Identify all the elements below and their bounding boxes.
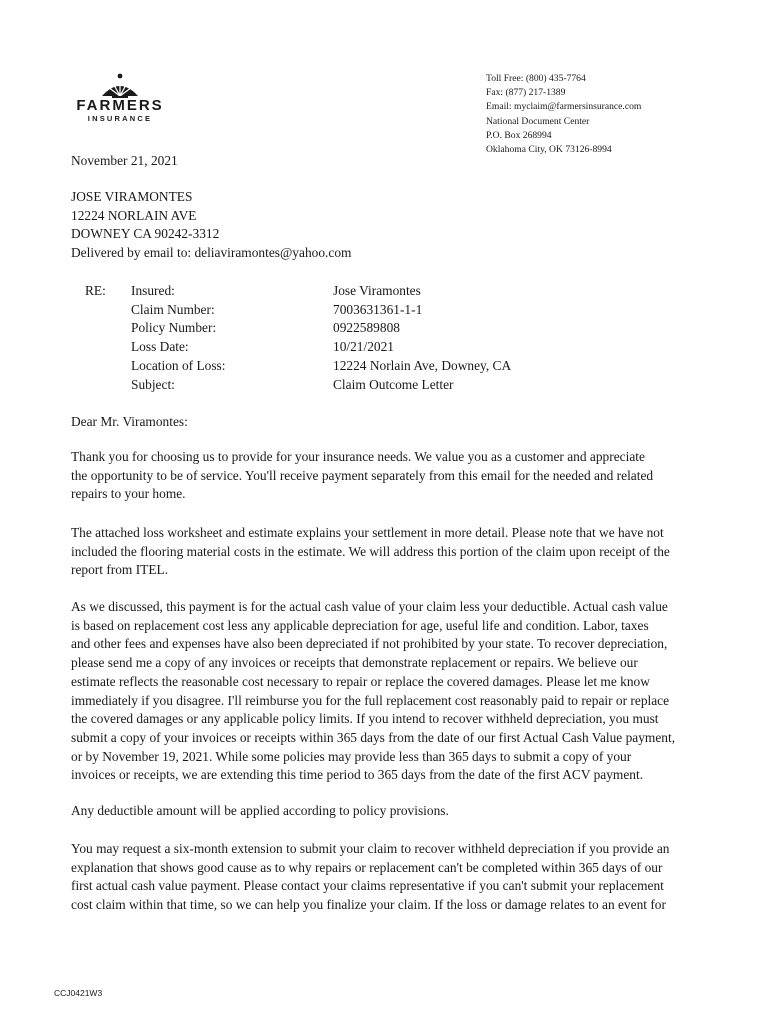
re-value: 12224 Norlain Ave, Downey, CA bbox=[333, 357, 512, 373]
paragraph-extension bbox=[71, 840, 716, 915]
paragraph-line: and other fees and expenses have also been depreciated if not prohibited by your state. To recover depreciation, bbox=[71, 636, 668, 652]
letter-date: November 21, 2021 bbox=[71, 153, 178, 168]
paragraph-line: The attached loss worksheet and estimate explains your settlement in more detail. Please note that we have not bbox=[71, 525, 664, 540]
paragraph-line: estimate reflects the reasonable cost necessary to repair or replace the covered damages. Please let me know bbox=[71, 673, 650, 689]
address-line: Delivered by email to: deliaviramontes@yahoo.com bbox=[71, 245, 352, 261]
paragraph-line: cost claim within that time, so we can help you finalize your claim. If the loss or damage relates to an event for bbox=[71, 897, 666, 913]
paragraph-thank-you bbox=[71, 448, 716, 504]
paragraph-line: report from ITEL. bbox=[71, 562, 169, 578]
re-key: Subject: bbox=[131, 376, 175, 392]
paragraph-line: or by November 19, 2021. While some policies may provide less than 365 days to submit a copy of your bbox=[71, 748, 632, 764]
paragraph-line: the covered damages or any applicable policy limits. If you intend to recover withheld depreciation, you must bbox=[71, 711, 659, 727]
farmers-logo bbox=[70, 72, 170, 124]
re-label: RE: bbox=[85, 283, 106, 298]
logo-wordmark: FARMERS bbox=[76, 97, 164, 114]
re-value: Claim Outcome Letter bbox=[333, 376, 454, 392]
re-value: 10/21/2021 bbox=[333, 339, 395, 355]
re-key: Policy Number: bbox=[131, 320, 217, 336]
contact-line: Fax: (877) 217-1389 bbox=[486, 87, 566, 99]
paragraph-line: the opportunity to be of service. You'll receive payment separately from this email for the needed and related bbox=[71, 467, 654, 483]
paragraph-line: invoices or receipts, we are extending this time period to 365 days from the date of the first ACV payment. bbox=[71, 767, 644, 783]
re-value: 7003631361-1-1 bbox=[333, 301, 423, 317]
paragraph-line: please send me a copy of any invoices or receipts that demonstrate replacement or repairs. We believe our bbox=[71, 655, 638, 671]
recipient-address bbox=[71, 188, 351, 263]
farmers-crest-icon bbox=[98, 72, 142, 98]
re-value: Jose Viramontes bbox=[333, 283, 421, 298]
contact-line: Oklahoma City, OK 73126-8994 bbox=[486, 144, 612, 156]
paragraph-line: immediately if you disagree. I'll reimburse you for the full replacement cost reasonably paid to repair or replace bbox=[71, 692, 670, 708]
paragraph-line: submit a copy of your invoices or receipts within 365 days from the date of our first Actual Cash Value payment, bbox=[71, 729, 676, 745]
contact-line: National Document Center bbox=[486, 115, 590, 127]
paragraph-line: explanation that shows good cause as to why repairs or replacement can't be completed within 365 days of our bbox=[71, 859, 663, 875]
logo-subtitle: INSURANCE bbox=[87, 114, 153, 123]
contact-block bbox=[486, 72, 641, 157]
paragraph-line: Thank you for choosing us to provide for your insurance needs. We value you as a customer and appreciate bbox=[71, 449, 645, 464]
paragraph-line: first actual cash value payment. Please contact your claims representative if you can't submit your replacement bbox=[71, 878, 664, 894]
re-key: Insured: bbox=[131, 283, 175, 298]
contact-line: Email: myclaim@farmersinsurance.com bbox=[486, 101, 642, 113]
contact-line: P.O. Box 268994 bbox=[486, 129, 552, 141]
re-key: Claim Number: bbox=[131, 301, 215, 317]
paragraph-deductible bbox=[71, 802, 716, 821]
re-key: Loss Date: bbox=[131, 339, 189, 355]
re-key: Location of Loss: bbox=[131, 357, 226, 373]
paragraph-line: repairs to your home. bbox=[71, 486, 186, 502]
address-line: 12224 NORLAIN AVE bbox=[71, 207, 197, 223]
paragraph-line: You may request a six-month extension to submit your claim to recover withheld depreciation if you provide an bbox=[71, 841, 670, 856]
address-line: DOWNEY CA 90242-3312 bbox=[71, 226, 220, 242]
form-code: CCJ0421W3 bbox=[54, 988, 103, 998]
paragraph-line: included the flooring material costs in the estimate. We will address this portion of the claim upon receipt of the bbox=[71, 543, 670, 559]
paragraph-worksheet bbox=[71, 524, 716, 580]
paragraph-line: is based on replacement cost less any applicable depreciation for age, useful life and condition. Labor, taxes bbox=[71, 617, 649, 633]
re-value: 0922589808 bbox=[333, 320, 400, 336]
address-line: JOSE VIRAMONTES bbox=[71, 189, 193, 204]
paragraph-line: Any deductible amount will be applied according to policy provisions. bbox=[71, 803, 449, 818]
paragraph-depreciation bbox=[71, 598, 716, 785]
paragraph-line: As we discussed, this payment is for the actual cash value of your claim less your deductible. Actual cash value bbox=[71, 599, 668, 614]
salutation: Dear Mr. Viramontes: bbox=[71, 414, 188, 429]
contact-line: Toll Free: (800) 435-7764 bbox=[486, 73, 586, 84]
